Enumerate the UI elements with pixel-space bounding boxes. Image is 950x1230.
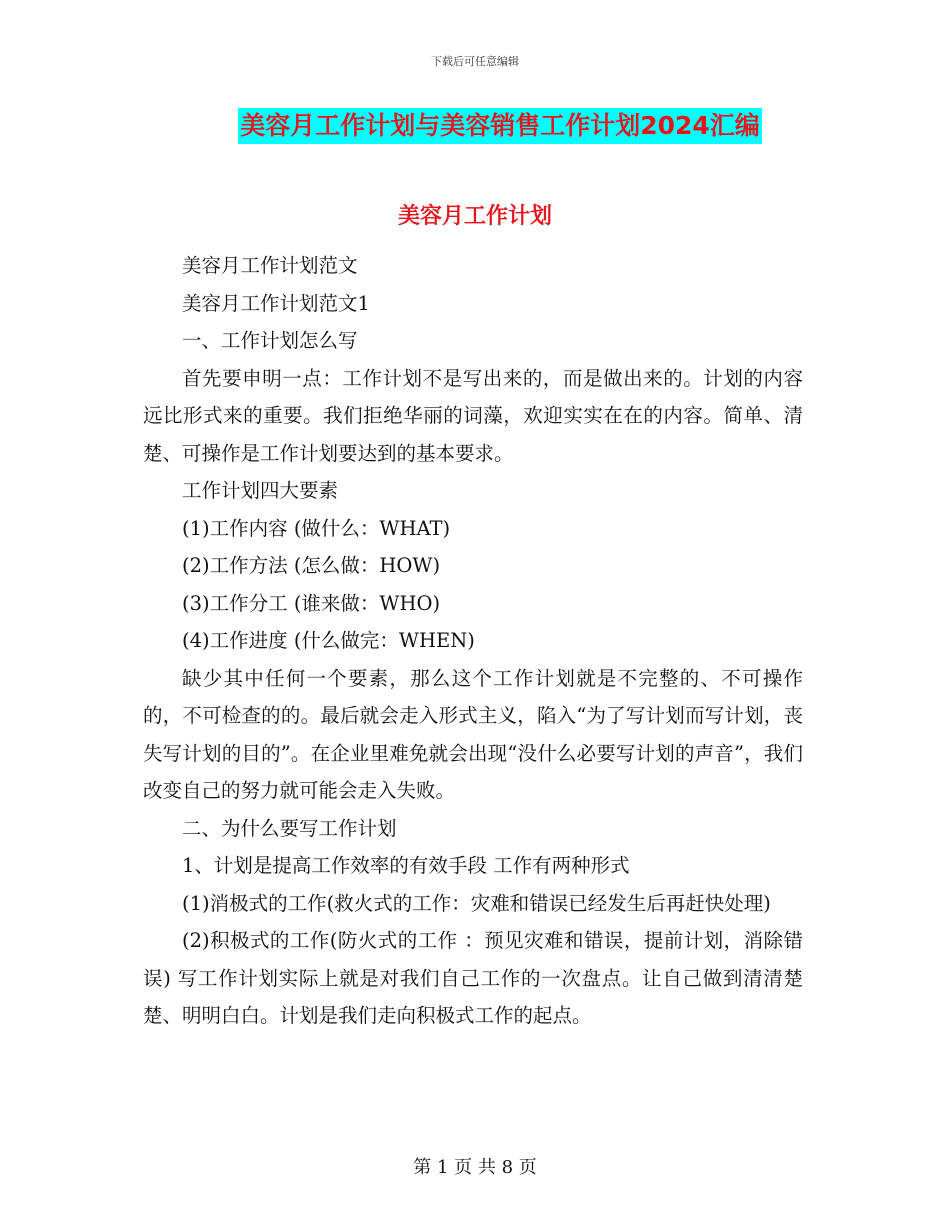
paragraph: 美容月工作计划范文 [182, 254, 358, 277]
paragraph: 美容月工作计划范文1 [182, 291, 370, 315]
paragraph: (4)工作进度 (什么做完：WHEN) [182, 629, 475, 652]
header-note: 下载后可任意编辑 [431, 55, 519, 68]
paragraph: 二、为什么要写工作计划 [182, 816, 397, 840]
document-title-container [0, 108, 950, 144]
paragraph: 一、工作计划怎么写 [182, 329, 358, 352]
paragraph: 首先要申明一点：工作计划不是写出来的，而是做出来的。计划的内容远比形式来的重要。我们拒绝华丽的词藻，欢迎实实在在的内容。简单、清楚、可操作是工作计划要达到的基本要求。 [143, 366, 803, 465]
paragraph: (1)消极式的工作(救火式的工作：灾难和错误已经发生后再赶快处理) [182, 891, 771, 915]
paragraph: (3)工作分工 (谁来做：WHO) [182, 591, 441, 615]
paragraph: 1、计划是提高工作效率的有效手段 工作有两种形式 [182, 854, 630, 877]
document-title: 美容月工作计划与美容销售工作计划2024汇编 [238, 108, 762, 144]
paragraph: 缺少其中任何一个要素，那么这个工作计划就是不完整的、不可操作的，不可检查的的。最后就会走入形式主义，陷入“为了写计划而写计划，丧失写计划的目的”。在企业里难免就会出现“没什么必要写计划的声音”，我们改变自己的努力就可能会走入失败。 [143, 666, 803, 802]
paragraph: (2)工作方法 (怎么做：HOW) [182, 554, 441, 577]
paragraph: 工作计划四大要素 [182, 479, 339, 502]
document-body [143, 247, 803, 1035]
paragraph: (2)积极式的工作(防火式的工作 ：预见灾难和错误，提前计划，消除错误) 写工作计划实际上就是对我们自己工作的一次盘点。让自己做到清清楚楚、明明白白。计划是我们走向积极式工作的起点。 [143, 929, 803, 1027]
section-title: 美容月工作计划 [397, 204, 552, 229]
paragraph: (1)工作内容 (做什么：WHAT) [182, 516, 451, 540]
page-footer: 第 1 页 共 8 页 [413, 1157, 537, 1178]
